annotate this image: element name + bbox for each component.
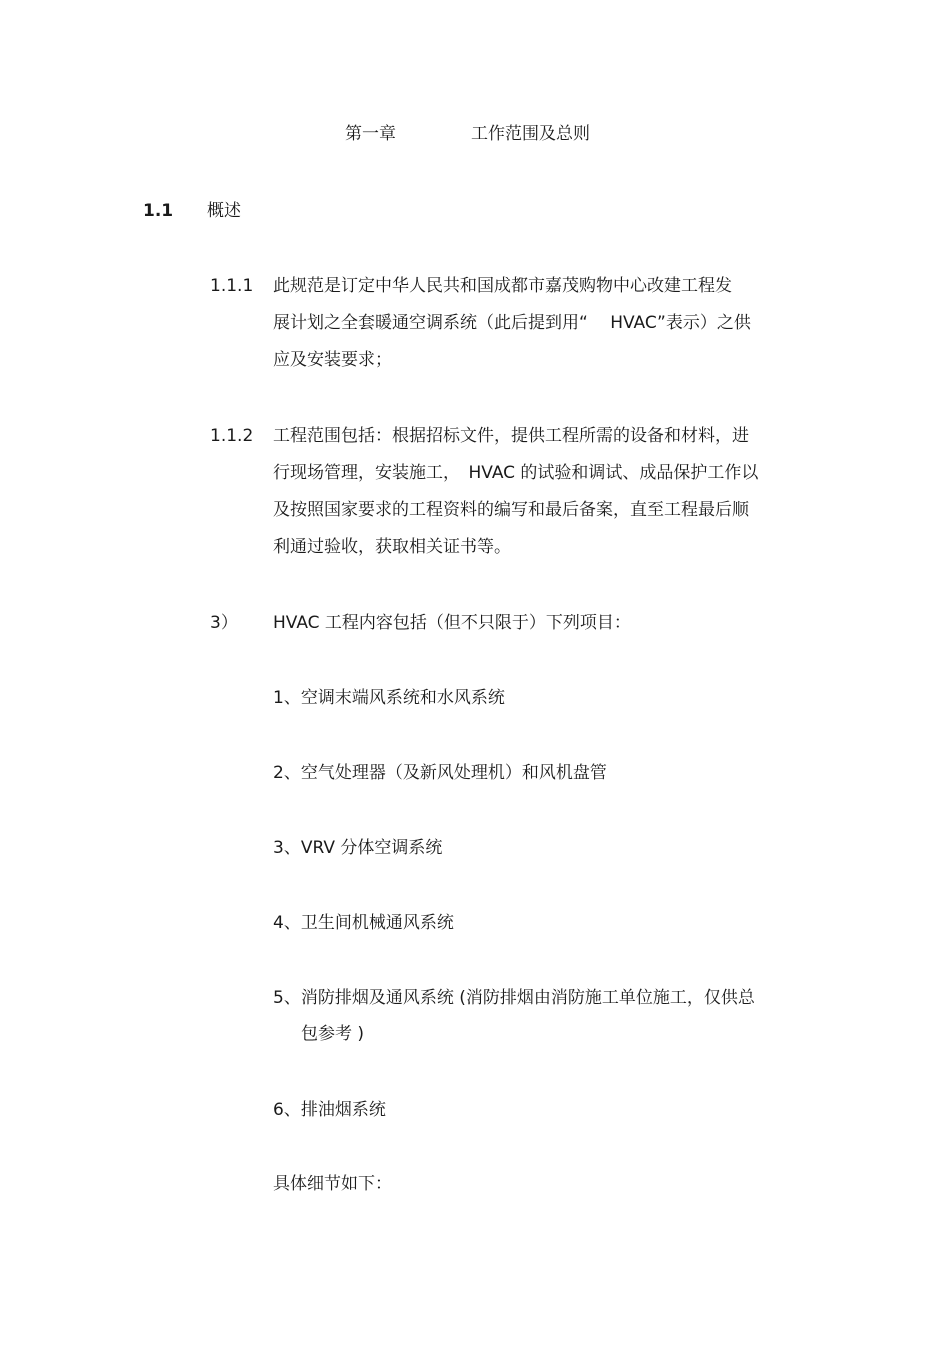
clause-text-line: 工程范围包括：根据招标文件，提供工程所需的设备和材料，进 <box>273 426 749 446</box>
clause-text-line: 此规范是订定中华人民共和国成都市嘉茂购物中心改建工程发 <box>273 276 732 296</box>
clause-text-line: 行现场管理，安装施工， HVAC 的试验和调试、成品保护工作以 <box>273 463 759 483</box>
list-item: 3、VRV 分体空调系统 <box>273 838 443 858</box>
chapter-number: 第一章 <box>345 124 396 144</box>
clause-text-line: HVAC 工程内容包括（但不只限于）下列项目： <box>273 613 631 633</box>
list-item: 1、空调末端风系统和水风系统 <box>273 688 505 708</box>
list-item: 6、排油烟系统 <box>273 1100 386 1120</box>
clause-number: 1.1.1 <box>210 276 254 296</box>
section-title: 概述 <box>207 201 241 221</box>
clause-text-line: 展计划之全套暖通空调系统（此后提到用“ HVAC”表示）之供 <box>273 313 751 333</box>
list-item: 5、消防排烟及通风系统 (消防排烟由消防施工单位施工，仅供总 <box>273 988 755 1008</box>
clause-text-line: 应及安装要求； <box>273 350 392 370</box>
chapter-title: 工作范围及总则 <box>471 124 590 144</box>
closing-text: 具体细节如下： <box>273 1174 392 1194</box>
clause-number: 1.1.2 <box>210 426 254 446</box>
clause-text-line: 利通过验收，获取相关证书等。 <box>273 537 511 557</box>
list-item: 2、空气处理器（及新风处理机）和风机盘管 <box>273 763 607 783</box>
clause-number: 3） <box>210 613 238 633</box>
section-number: 1.1 <box>143 201 174 221</box>
list-item: 4、卫生间机械通风系统 <box>273 913 454 933</box>
clause-text-line: 及按照国家要求的工程资料的编写和最后备案，直至工程最后顺 <box>273 500 749 520</box>
list-item-continuation: 包参考 ) <box>301 1024 365 1044</box>
